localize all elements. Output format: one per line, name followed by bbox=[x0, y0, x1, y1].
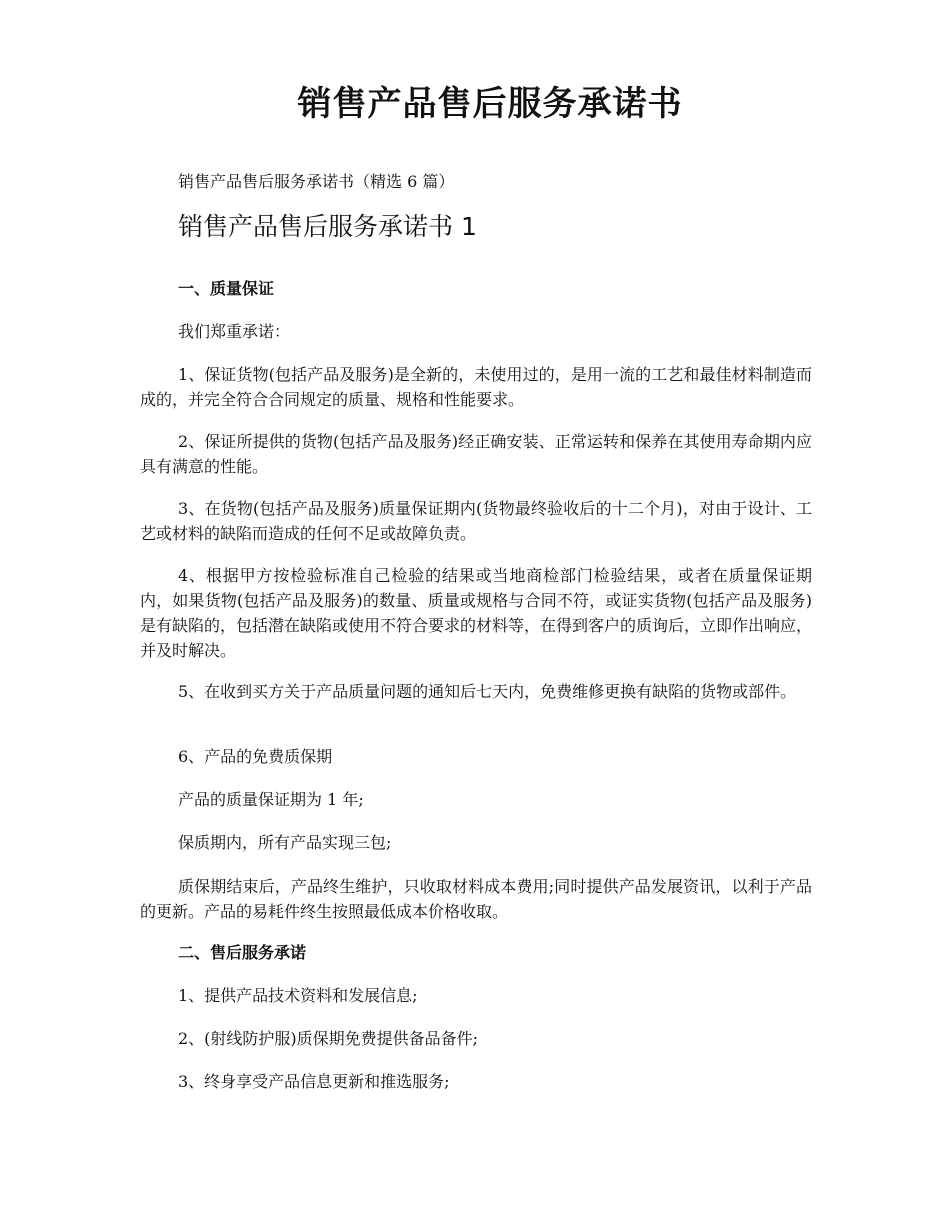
paragraph-service-2: 2、(射线防护服)质保期免费提供备品备件; bbox=[178, 1029, 479, 1048]
paragraph-item-2: 2、保证所提供的货物(包括产品及服务)经正确安装、正常运转和保养在其使用寿命期内应具有满意的性能。 bbox=[140, 432, 812, 476]
document-subtitle: 销售产品售后服务承诺书（精选 6 篇） bbox=[178, 172, 455, 191]
paragraph-service-3: 3、终身享受产品信息更新和推选服务; bbox=[178, 1072, 450, 1091]
heading-quality-guarantee: 一、质量保证 bbox=[178, 279, 275, 298]
paragraph-item-1: 1、保证货物(包括产品及服务)是全新的，未使用过的，是用一流的工艺和最佳材料制造而成的，并完全符合合同规定的质量、规格和性能要求。 bbox=[140, 365, 812, 409]
document-title: 销售产品售后服务承诺书 bbox=[297, 84, 683, 124]
paragraph-item-3: 3、在货物(包括产品及服务)质量保证期内(货物最终验收后的十二个月)，对由于设计、工艺或材料的缺陷而造成的任何不足或故障负责。 bbox=[140, 499, 812, 543]
paragraph-item-4: 4、根据甲方按检验标准自己检验的结果或当地商检部门检验结果，或者在质量保证期内，如果货物(包括产品及服务)的数量、质量或规格与合同不符，或证实货物(包括产品及服务)是有缺陷的，包括潜在缺陷或使用不符合要求的材料等，在得到客户的质询后，立即作出响应，并及时解决。 bbox=[140, 566, 813, 660]
paragraph-after-warranty: 质保期结束后，产品终生维护，只收取材料成本费用;同时提供产品发展资讯，以利于产品的更新。产品的易耗件终生按照最低成本价格收取。 bbox=[140, 877, 812, 921]
paragraph-three-guarantees: 保质期内，所有产品实现三包; bbox=[178, 833, 392, 852]
section-title: 销售产品售后服务承诺书 1 bbox=[178, 212, 477, 241]
paragraph-intro: 我们郑重承诺： bbox=[178, 322, 291, 341]
paragraph-service-1: 1、提供产品技术资料和发展信息; bbox=[178, 986, 418, 1005]
heading-after-sales: 二、售后服务承诺 bbox=[178, 943, 307, 962]
paragraph-warranty-period: 产品的质量保证期为 1 年; bbox=[178, 790, 364, 809]
paragraph-item-6: 6、产品的免费质保期 bbox=[178, 747, 333, 766]
paragraph-item-5: 5、在收到买方关于产品质量问题的通知后七天内，免费维修更换有缺陷的货物或部件。 bbox=[178, 682, 797, 701]
